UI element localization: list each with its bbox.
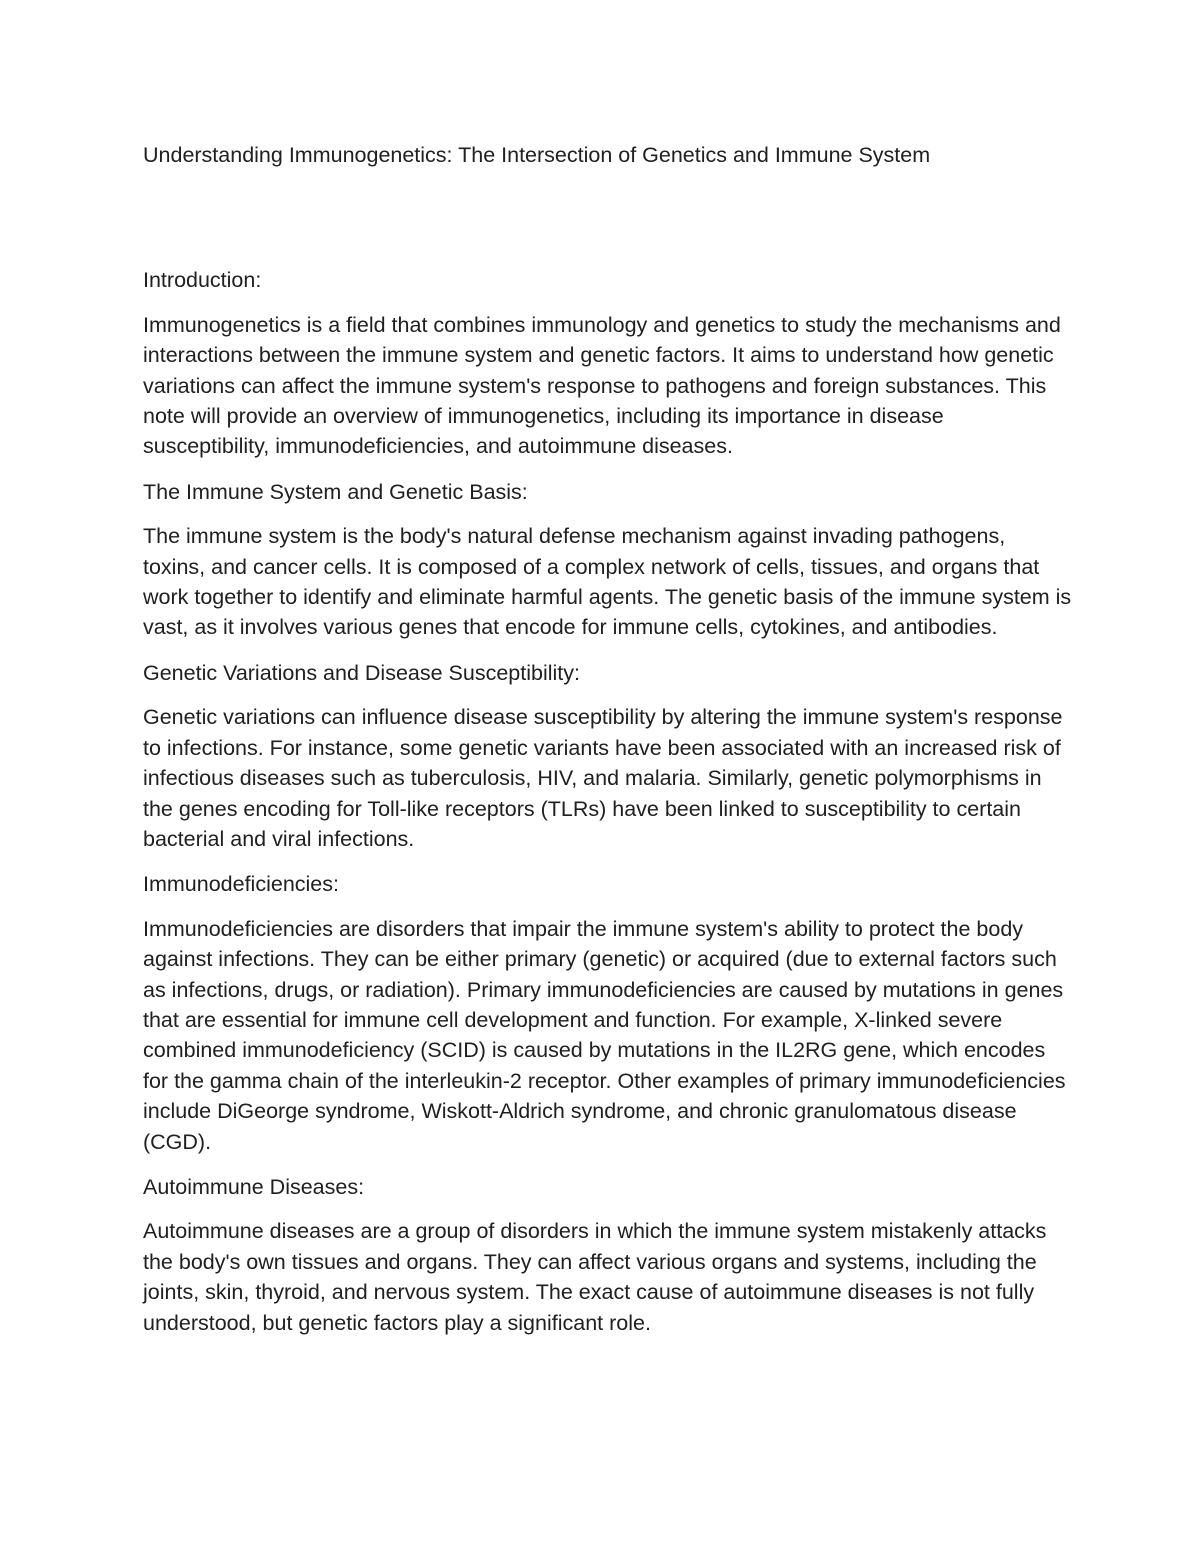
section-genetic-variations <box>143 658 1073 854</box>
document-title: Understanding Immunogenetics: The Intersection of Genetics and Immune System <box>143 143 931 167</box>
paragraph-introduction: Immunogenetics is a field that combines immunology and genetics to study the mechanisms and interactions between the immune system and genetic factors. It aims to understand how genetic variations can affect the immune system's response to pathogens and foreign substances. This note will provide an overview of immunogenetics, including its importance in disease susceptibility, immunodeficiencies, and autoimmune diseases. <box>143 312 1061 459</box>
paragraph-immunodeficiencies: Immunodeficiencies are disorders that impair the immune system's ability to protect the body against infections. They can be either primary (genetic) or acquired (due to external factors such as infections, drugs, or radiation). Primary immunodeficiencies are caused by mutations in genes that are essential for immune cell development and function. For example, X-linked severe combined immunodeficiency (SCID) is caused by mutations in the IL2RG gene, which encodes for the gamma chain of the interleukin-2 receptor. Other examples of primary immunodeficiencies include DiGeorge syndrome, Wiskott-Aldrich syndrome, and chronic granulomatous disease (CGD). <box>143 916 1066 1154</box>
section-heading-introduction: Introduction: <box>143 268 262 293</box>
section-heading-autoimmune-diseases: Autoimmune Diseases: <box>143 1174 365 1199</box>
paragraph-genetic-variations: Genetic variations can influence disease susceptibility by altering the immune system's response to infections. For instance, some genetic variants have been associated with an increased risk of infectious diseases such as tuberculosis, HIV, and malaria. Similarly, genetic polymorphisms in the genes encoding for Toll-like receptors (TLRs) have been linked to susceptibility to certain bacterial and viral infections. <box>143 705 1063 851</box>
section-heading-immunodeficiencies: Immunodeficiencies: <box>143 872 339 897</box>
section-heading-immune-system-genetic-basis: The Immune System and Genetic Basis: <box>143 479 528 504</box>
section-autoimmune-diseases <box>143 1172 1073 1338</box>
section-immune-system-genetic-basis <box>143 477 1073 643</box>
section-heading-genetic-variations: Genetic Variations and Disease Susceptibility: <box>143 660 580 685</box>
section-introduction <box>143 265 1073 461</box>
paragraph-autoimmune-diseases: Autoimmune diseases are a group of disorders in which the immune system mistakenly attacks the body's own tissues and organs. They can affect various organs and systems, including the joints, skin, thyroid, and nervous system. The exact cause of autoimmune diseases is not fully understood, but genetic factors play a significant role. <box>143 1219 1047 1335</box>
document-content <box>143 140 1073 1338</box>
section-immunodeficiencies <box>143 869 1073 1157</box>
paragraph-immune-system-genetic-basis: The immune system is the body's natural defense mechanism against invading pathogens, toxins, and cancer cells. It is composed of a complex network of cells, tissues, and organs that work together to identify and eliminate harmful agents. The genetic basis of the immune system is vast, as it involves various genes that encode for immune cells, cytokines, and antibodies. <box>143 524 1072 640</box>
